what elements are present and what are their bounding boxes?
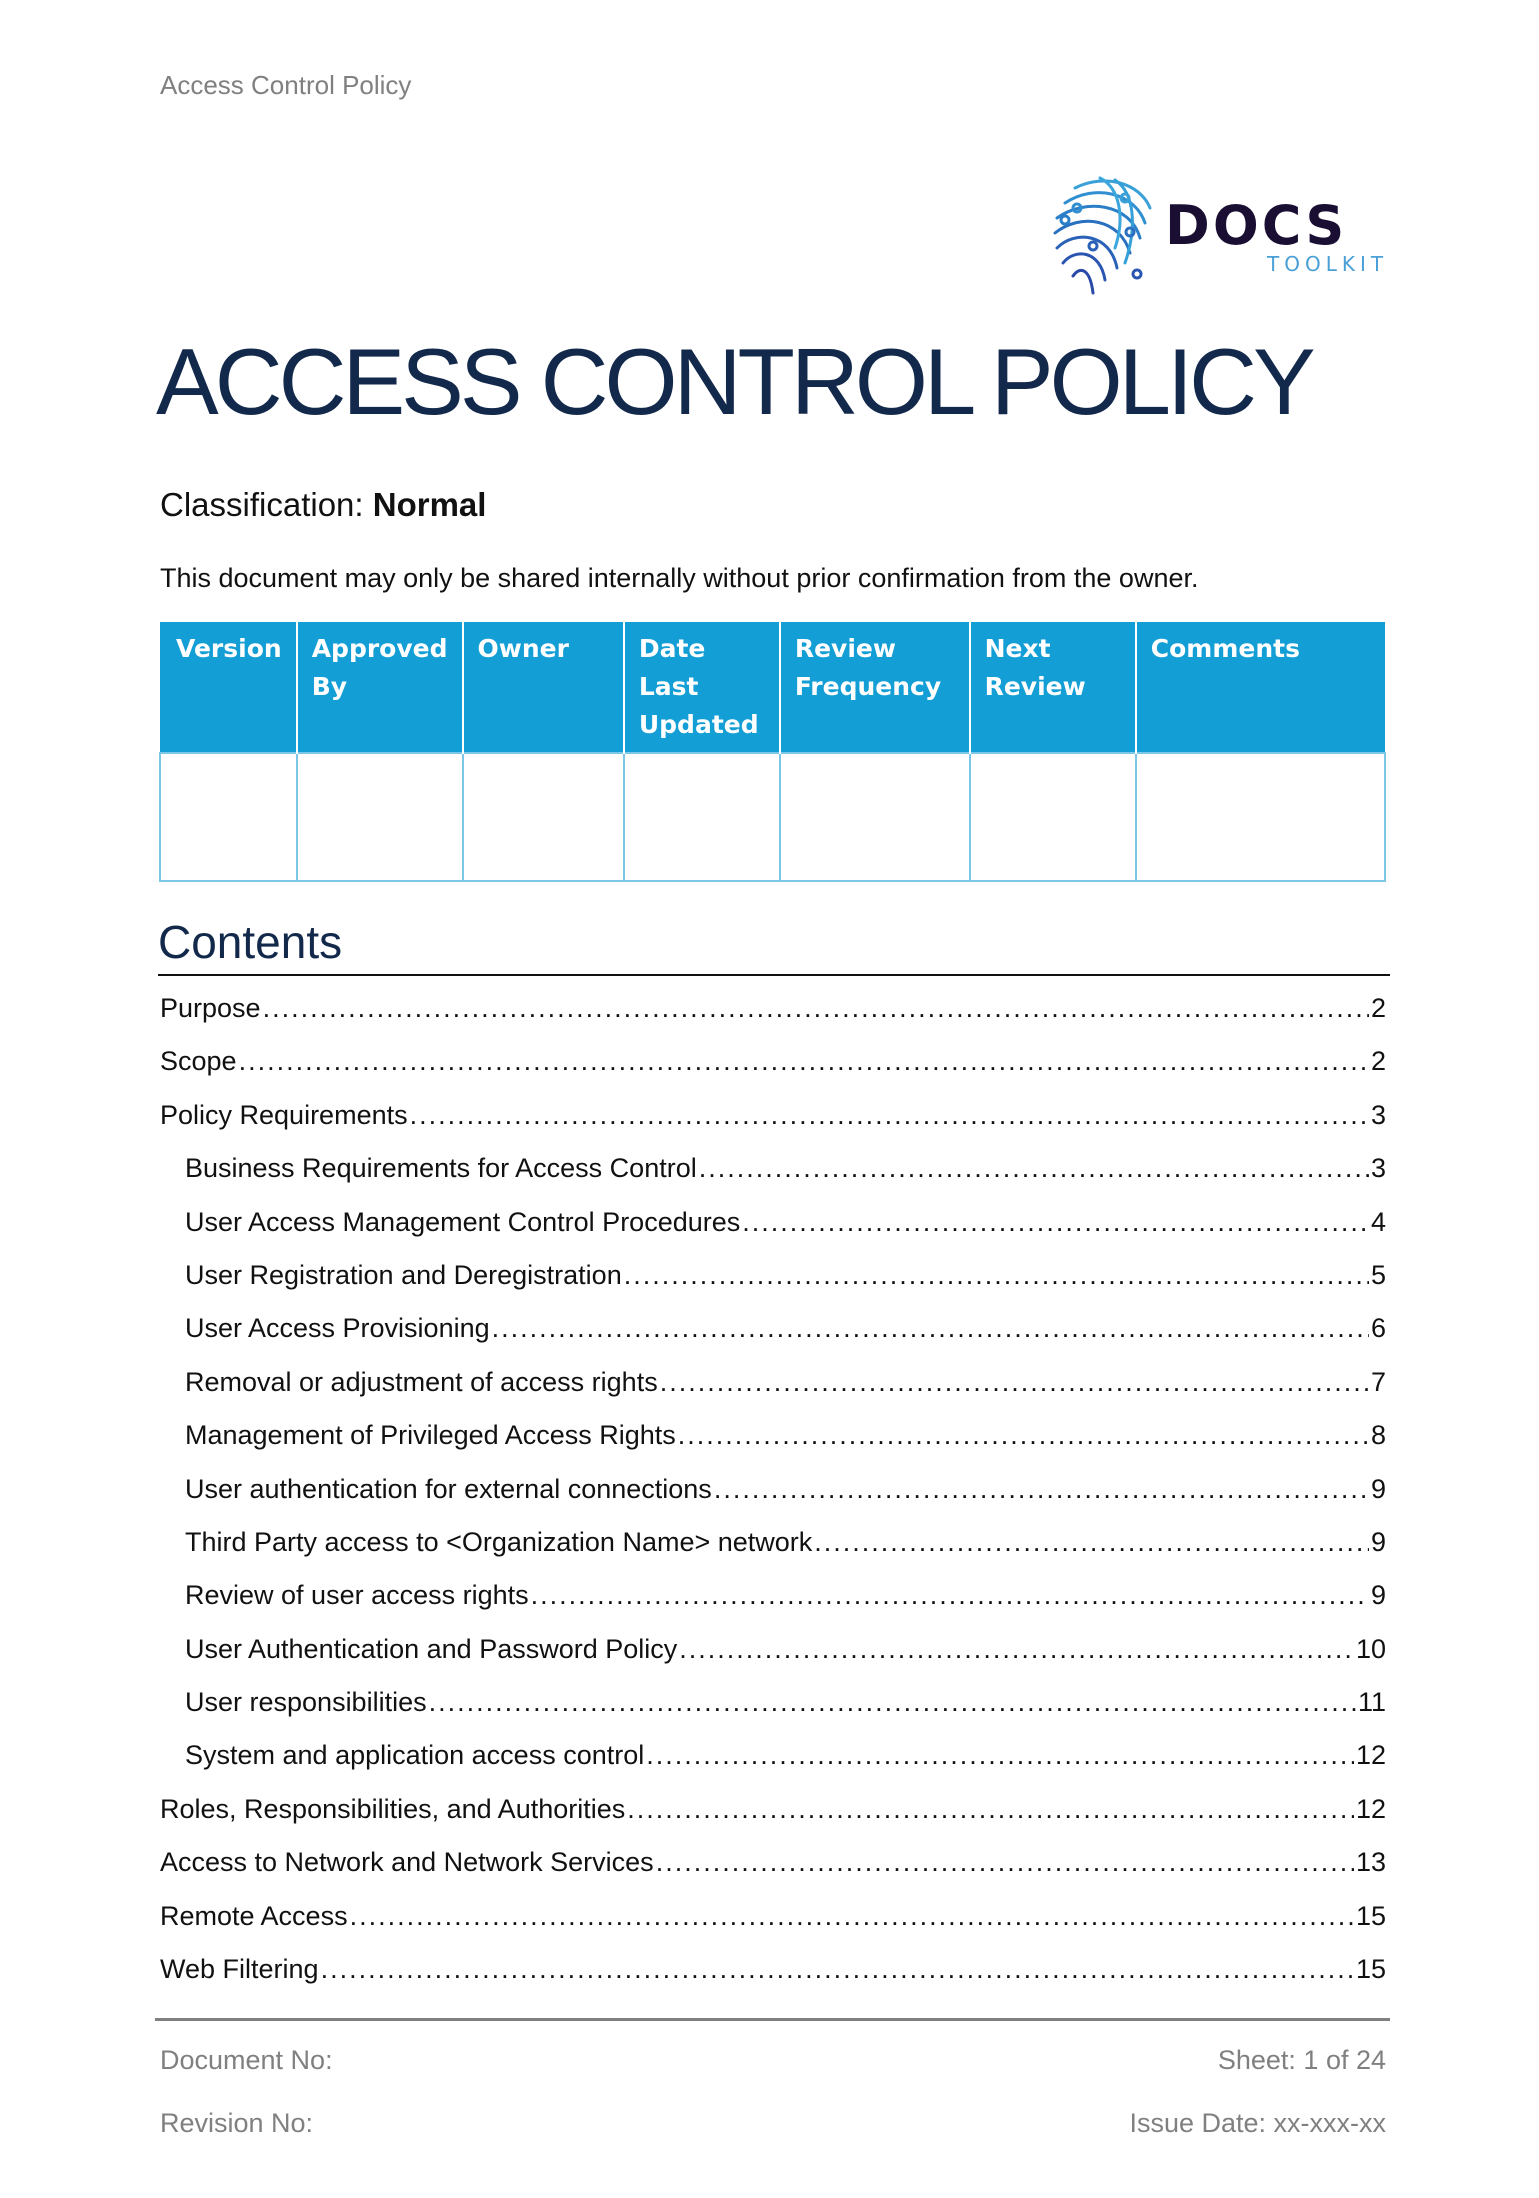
toc-entry[interactable] [160,1516,1386,1569]
fingerprint-icon [1045,168,1165,303]
toc-entry-page: 2 [1370,1046,1386,1077]
toc-entry-page: 10 [1355,1633,1386,1664]
toc-entry-label: User responsibilities [185,1687,427,1718]
toc-entry-page: 15 [1355,1954,1386,1985]
toc-entry-page: 7 [1370,1366,1386,1397]
toc-entry-page: 15 [1355,1900,1386,1931]
toc-entry[interactable] [160,1463,1386,1516]
toc-entry-label: Roles, Responsibilities, and Authorities [160,1793,626,1824]
toc-leader-dots [531,1569,1369,1622]
column-header: Next Review [970,622,1136,753]
toc-entry-page: 3 [1370,1153,1386,1184]
contents-divider [158,974,1390,976]
toc-entry[interactable] [160,1676,1386,1729]
toc-entry[interactable] [160,1302,1386,1355]
toc-entry[interactable] [160,1569,1386,1622]
toc-entry-label: System and application access control [185,1740,645,1771]
classification [160,486,486,524]
toc-entry[interactable] [160,1089,1386,1142]
toc-leader-dots [678,1409,1369,1462]
toc-entry-label: Policy Requirements [160,1099,408,1130]
table-cell-date-last-updated[interactable] [624,753,780,881]
toc-entry[interactable] [160,1196,1386,1249]
table-cell-review-frequency[interactable] [780,753,970,881]
toc-entry-label: User Authentication and Password Policy [185,1633,678,1664]
column-header: Approved By [297,622,463,753]
column-header: Date Last Updated [624,622,780,753]
classification-value: Normal [372,486,487,523]
column-header: Owner [463,622,624,753]
table-header-row [160,622,1385,753]
toc-entry-label: Business Requirements for Access Control [185,1153,697,1184]
toc-leader-dots [321,1943,1354,1996]
toc-entry-page: 9 [1370,1526,1386,1557]
toc-leader-dots [679,1623,1354,1676]
toc-entry[interactable] [160,1943,1386,1996]
toc-leader-dots [350,1890,1354,1943]
toc-entry-label: Scope [160,1046,237,1077]
toc-leader-dots [239,1035,1369,1088]
toc-leader-dots [742,1196,1369,1249]
contents-heading: Contents [158,916,343,968]
footer-divider [155,2018,1390,2021]
toc-entry-label: Removal or adjustment of access rights [185,1366,658,1397]
toc-entry-label: Third Party access to <Organization Name> network [185,1526,813,1557]
toc-entry-page: 2 [1370,993,1386,1023]
toc-entry[interactable] [160,1729,1386,1782]
toc-leader-dots [624,1249,1369,1302]
table-cell-version[interactable] [160,753,297,881]
logo-subword: TOOLKIT [1267,252,1389,276]
toc-leader-dots [699,1142,1369,1195]
page-title: ACCESS CONTROL POLICY [156,329,1312,434]
toc-entry-label: Review of user access rights [185,1580,529,1611]
toc-entry[interactable] [160,1035,1386,1088]
column-header: Version [160,622,297,753]
toc-leader-dots [627,1783,1354,1836]
table-cell-owner[interactable] [463,753,624,881]
toc-leader-dots [656,1836,1354,1889]
toc-entry-page: 12 [1355,1740,1386,1771]
column-header: Comments [1136,622,1385,753]
toc-leader-dots [814,1516,1369,1569]
toc-entry-label: Access to Network and Network Services [160,1847,654,1878]
sharing-notice: This document may only be shared internally without prior confirmation from the owner. [160,563,1199,593]
classification-label: Classification: [160,486,364,523]
toc-entry-page: 12 [1355,1793,1386,1824]
toc-entry[interactable] [160,1623,1386,1676]
toc-entry-label: Web Filtering [160,1954,319,1985]
toc-leader-dots [660,1356,1369,1409]
toc-entry-page: 8 [1370,1420,1386,1451]
docs-toolkit-logo [1045,168,1395,303]
toc-entry-label: User authentication for external connections [185,1473,712,1504]
table-cell-approved-by[interactable] [297,753,463,881]
toc-leader-dots [410,1089,1369,1142]
toc-entry-page: 13 [1355,1847,1386,1878]
toc-entry-page: 4 [1370,1206,1386,1237]
toc-entry-label: User Registration and Deregistration [185,1259,622,1290]
toc-entry-page: 6 [1370,1313,1386,1344]
toc-entry[interactable] [160,1409,1386,1462]
toc-entry[interactable] [160,1356,1386,1409]
toc-entry-label: Remote Access [160,1900,348,1931]
toc-entry-label: Purpose [160,993,261,1023]
document-number: Document No: [160,2045,333,2075]
table-of-contents [160,982,1386,1996]
toc-leader-dots [646,1729,1354,1782]
logo-wordmark: DOCS [1165,194,1348,257]
column-header: Review Frequency [780,622,970,753]
toc-entry-page: 9 [1370,1473,1386,1504]
toc-entry-page: 11 [1357,1687,1386,1718]
toc-entry-page: 3 [1370,1099,1386,1130]
toc-leader-dots [492,1302,1369,1355]
running-header: Access Control Policy [160,70,412,100]
toc-leader-dots [714,1463,1369,1516]
table-cell-comments[interactable] [1136,753,1385,881]
table-cell-next-review[interactable] [970,753,1136,881]
revision-number: Revision No: [160,2108,314,2138]
sheet-number: Sheet: 1 of 24 [1217,2045,1386,2075]
toc-entry[interactable] [160,1142,1386,1195]
issue-date: Issue Date: xx-xxx-xx [1129,2108,1386,2138]
toc-leader-dots [263,982,1369,1035]
table-row [160,753,1385,881]
toc-entry-page: 9 [1370,1580,1386,1611]
toc-entry[interactable] [160,1836,1386,1889]
toc-entry[interactable] [160,1783,1386,1836]
toc-entry-page: 5 [1370,1259,1386,1290]
toc-entry[interactable] [160,1890,1386,1943]
document-control-table [159,622,1386,882]
toc-entry[interactable] [160,982,1386,1035]
toc-entry-label: User Access Management Control Procedures [185,1206,741,1237]
toc-entry-label: Management of Privileged Access Rights [185,1420,676,1451]
toc-leader-dots [429,1676,1356,1729]
toc-entry[interactable] [160,1249,1386,1302]
toc-entry-label: User Access Provisioning [185,1313,490,1344]
